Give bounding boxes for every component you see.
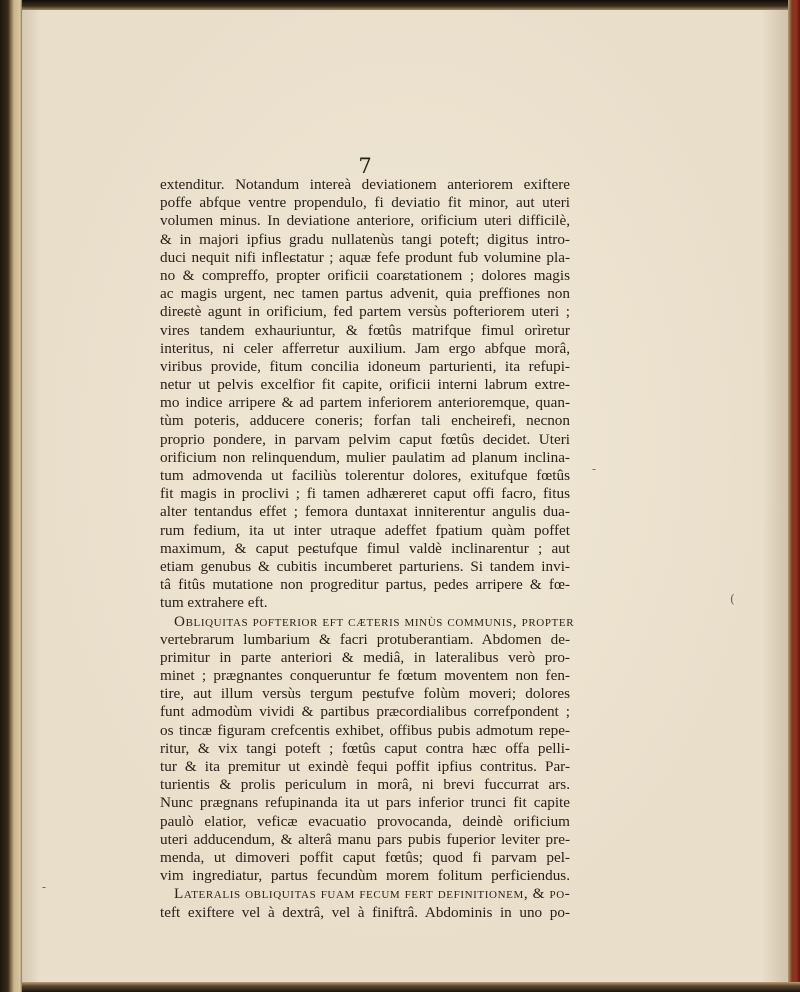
text-line: paulò elatior, veficæ evacuatio provocanda, deindè orificium (160, 812, 570, 830)
paragraph-start-line: Obliquitas pofterior eft cæteris minùs communis, propter (174, 612, 575, 630)
text-line: extenditur. Notandum intereà deviationem anteriorem exiftere (160, 176, 570, 193)
margin-mark: ( (730, 592, 735, 606)
text-line: etiam genubus & cubitis incumberet parturiens. Si tandem invi- (160, 557, 570, 575)
text-line: maximum, & caput peɕtufque fimul valdè inclinarentur ; aut (160, 539, 570, 557)
text-line: primitur in parte anteriori & mediâ, in lateralibus verò pro- (160, 648, 570, 666)
text-line: tum admovenda ut faciliùs tolerentur dolores, exitufque fœtûs (160, 467, 570, 484)
text-line: viribus provide, fitum concilia idoneum parturienti, ita refupi- (160, 357, 570, 375)
text-line: vires tandem exhauriuntur, & fœtûs matrifque fimul orìretur (160, 321, 570, 339)
text-line: poffe abfque ventre propendulo, fi deviatio fit minor, aut uteri (160, 194, 570, 212)
text-line: tur & ita premitur ut exindè fequi poffit ipfius contritus. Par- (160, 758, 570, 775)
text-line: funt admodùm vividi & partibus præcordialibus correfpondent ; (160, 703, 570, 721)
page-number: 7 (358, 154, 372, 178)
text-line: rum fedium, ita ut inter utraque adeffet fpatium quàm poffet (160, 521, 570, 539)
text-line: tâ fitûs mutatione non progreditur partus, pedes arripere & fœ- (160, 576, 570, 594)
right-page-edge (788, 0, 800, 992)
margin-mark: - (42, 880, 47, 894)
text-line: orificium non relinquendum, mulier paulatim ad planum inclina- (160, 448, 570, 466)
text-line: uteri adducendum, & alterâ manu pars pubis fuperior leviter pre- (160, 830, 570, 848)
text-line: vim ingrediatur, partus fecundùm morem folitum perficiendus. (160, 867, 570, 885)
text-line: duci nequit nifi infleɕtatur ; aquæ fefe produnt fub volumine pla- (160, 248, 570, 266)
bottom-page-edge (22, 982, 800, 992)
text-line: Nunc prægnans refupinanda ita ut pars inferior trunci fit capite (160, 794, 570, 812)
top-page-edge (22, 0, 800, 10)
text-line: proprio pondere, in parvam pelvim caput fœtûs decidet. Uteri (160, 430, 570, 448)
text-line: interitus, ni celer afferretur auxilium. Jam ergo abfque morâ, (160, 339, 570, 357)
text-line: turientis & prolis periculum in morâ, ni brevi fuccurrat ars. (160, 776, 570, 794)
text-line: tum extrahere eft. (160, 594, 268, 612)
text-line: vertebrarum lumbarium & facri protuberantiam. Abdomen de- (160, 630, 570, 648)
text-line: no & compreffo, propter orificii coarɕtationem ; dolores magis (160, 266, 570, 284)
text-line: alter tentandus effet ; femora duntaxat inniterentur angulis dua- (160, 503, 570, 521)
text-line: tùm poteris, adducere coneris; forfan tali encheirefi, necnon (160, 412, 570, 430)
body-text (160, 176, 772, 922)
text-line: direɕtè agunt in orificium, fed partem versùs pofteriorem uteri ; (160, 303, 570, 321)
text-line: os tincæ figuram crefcentis exhibet, offibus pubis admotum repe- (160, 721, 570, 739)
text-line: fit magis in proclivi ; fi tamen adhæreret caput offi facro, fitus (160, 485, 570, 503)
text-line: & in majori ipfius gradu nullatenùs tangi poteft; digitus intro- (160, 230, 570, 248)
text-line: menda, ut dimoveri poffit caput fœtûs; quod fi parvam pel- (160, 848, 570, 866)
book-spine-edge (0, 0, 22, 992)
text-line: ac magis urgent, nec tamen partus advenit, quia preffiones non (160, 285, 570, 303)
text-line: teft exiftere vel à dextrâ, vel à finiftrâ. Abdominis in uno po- (160, 903, 570, 921)
text-line: netur ut pelvis excelfior fit capite, orificii interni labrum extre- (160, 376, 570, 394)
text-line: tire, aut illum versùs tergum peɕtufve folùm moveri; dolores (160, 685, 570, 703)
margin-mark: - (592, 462, 597, 476)
text-line: ritur, & vix tangi poteft ; fœtûs caput contra hæc offa pelli- (160, 739, 570, 757)
text-line: minet ; prægnantes conqueruntur fe fœtum moventem non fen- (160, 667, 570, 685)
paragraph-start-line: Lateralis obliquitas fuam fecum fert definitionem, & po- (174, 885, 571, 903)
text-line: volumen minus. In deviatione anteriore, orificium uteri difficilè, (160, 212, 570, 230)
text-line: mo indice arripere & ad partem inferiorem anterioremque, quan- (160, 394, 570, 412)
